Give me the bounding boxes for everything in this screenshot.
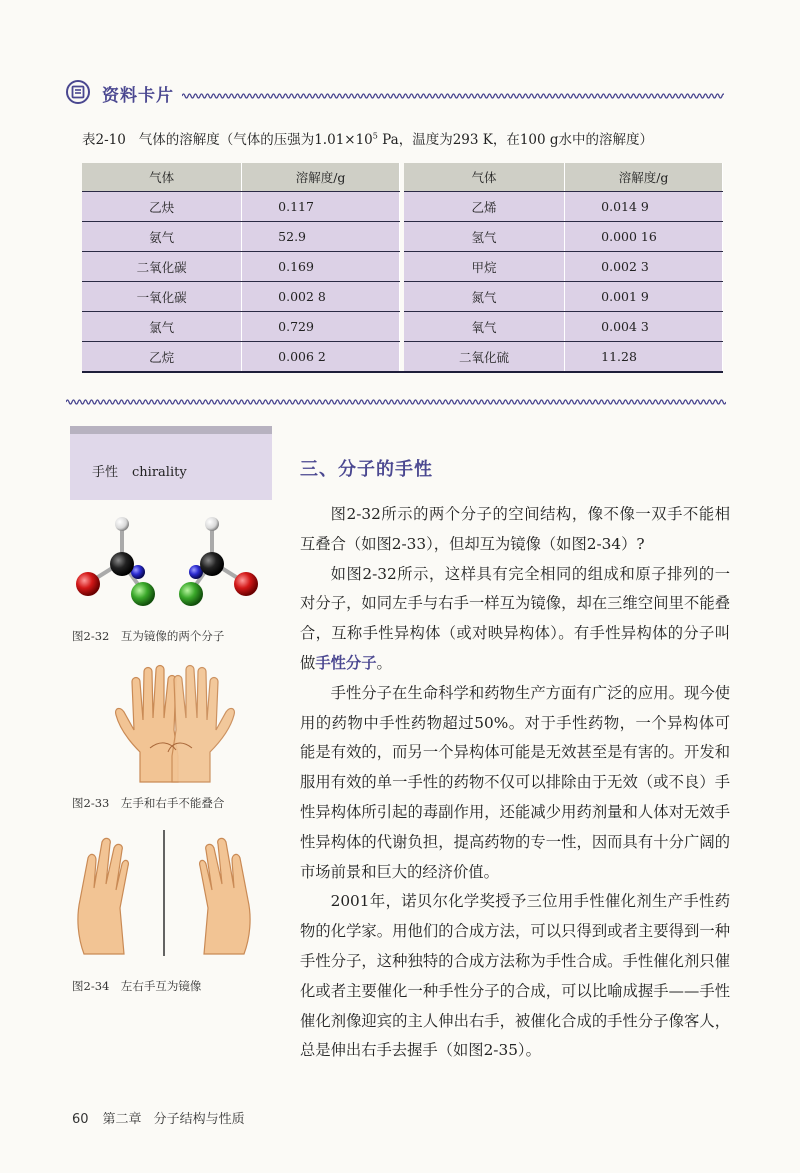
gas-name: 氢气 xyxy=(404,222,565,252)
solubility-value: 52.9 xyxy=(242,222,400,252)
mirror-molecules-figure xyxy=(70,510,270,620)
gas-name: 乙烯 xyxy=(404,192,565,222)
figure-caption-2-34: 图2-34 左右手互为镜像 xyxy=(72,979,202,993)
solubility-value: 0.002 3 xyxy=(565,252,723,282)
gas-name: 甲烷 xyxy=(404,252,565,282)
right-molecule xyxy=(179,517,258,606)
solubility-value: 11.28 xyxy=(565,342,723,373)
page-footer xyxy=(72,1108,245,1127)
solubility-value: 0.117 xyxy=(242,192,400,222)
solubility-value: 0.000 16 xyxy=(565,222,723,252)
book-icon xyxy=(66,80,90,104)
term-chinese: 手性 xyxy=(92,465,119,480)
solubility-value: 0.169 xyxy=(242,252,400,282)
section-title: 三、分子的手性 xyxy=(300,459,433,480)
mirror-hands-figure xyxy=(74,828,254,958)
table-row xyxy=(82,222,723,252)
gas-name: 一氧化碳 xyxy=(82,282,242,312)
paragraph: 手性分子在生命科学和药物生产方面有广泛的应用。现今使用的药物中手性药物超过50%。对于手性药物，一个异构体可能是有效的，而另一个异构体可能是无效甚至是有害的。开发和服用有效的单一手性的药物不仅可以排除由于无效（或不良）手性异构体所引起的毒副作用，还能减少用药剂量和人体对无效手性异构体的代谢负担，提高药物的专一性，因而具有十分广阔的市场前景和巨大的经济价值。 xyxy=(300,683,730,881)
table-row xyxy=(82,342,723,373)
side-term-box xyxy=(70,426,272,500)
page-number: 60 xyxy=(72,1112,89,1127)
gas-name: 氨气 xyxy=(82,222,242,252)
gas-name: 乙炔 xyxy=(82,192,242,222)
gas-name: 氯气 xyxy=(82,312,242,342)
key-term: 手性分子 xyxy=(315,653,377,672)
gas-name: 氧气 xyxy=(404,312,565,342)
term-english: chirality xyxy=(132,465,187,480)
chapter-title: 分子结构与性质 xyxy=(153,1112,245,1127)
header-solubility: 溶解度/g xyxy=(242,163,400,192)
section-body xyxy=(300,500,730,1066)
table-row xyxy=(82,252,723,282)
header-gas: 气体 xyxy=(404,163,565,192)
gas-name: 乙烷 xyxy=(82,342,242,373)
solubility-value: 0.014 9 xyxy=(565,192,723,222)
table-row xyxy=(82,192,723,222)
solubility-value: 0.729 xyxy=(242,312,400,342)
overlapping-hands-figure xyxy=(110,660,240,785)
table-header-row xyxy=(82,163,723,192)
table-number: 表2-10 xyxy=(82,132,126,148)
table-caption-suffix: Pa，温度为293 K，在100 g水中的溶解度） xyxy=(377,132,654,148)
gas-name: 二氧化碳 xyxy=(82,252,242,282)
paragraph: 2001年，诺贝尔化学奖授予三位用手性催化剂生产手性药物的化学家。用他们的合成方法，可以只得到或者主要得到一种手性分子，这种独特的合成方法称为手性合成。手性催化剂只催化或者主要催化一种手性分子的合成，可以比喻成握手——手性催化剂像迎宾的主人伸出右手，被催化合成的手性分子像客人，总是伸出右手去握手（如图2-35）。 xyxy=(300,892,730,1060)
header-gas: 气体 xyxy=(82,163,242,192)
figure-caption-2-33: 图2-33 左手和右手不能叠合 xyxy=(72,796,225,810)
paragraph: 图2-32所示的两个分子的空间结构，像不像一双手不能相互叠合（如图2-33），但却互为镜像（如图2-34）? xyxy=(300,505,730,553)
figure-caption-2-32: 图2-32 互为镜像的两个分子 xyxy=(72,629,225,643)
wave-divider-bottom xyxy=(66,398,726,406)
header-solubility: 溶解度/g xyxy=(565,163,723,192)
wave-divider-top xyxy=(182,92,724,100)
side-term xyxy=(92,461,187,480)
left-molecule xyxy=(76,517,155,606)
chapter-number: 第二章 xyxy=(102,1112,142,1127)
paragraph: 如图2-32所示，这样具有完全相同的组成和原子排列的一对分子，如同左手与右手一样互为镜像，却在三维空间里不能叠合，互称手性异构体（或对映异构体）。有手性异构体的分子叫做手性分子。 xyxy=(300,564,730,672)
table-caption xyxy=(82,128,653,148)
caption-superscript: 5 xyxy=(372,131,378,141)
table-row xyxy=(82,312,723,342)
solubility-value: 0.001 9 xyxy=(565,282,723,312)
gas-name: 氮气 xyxy=(404,282,565,312)
solubility-table xyxy=(82,163,723,373)
table-caption-text: 气体的溶解度（气体的压强为1.01×10 xyxy=(138,132,373,148)
gas-name: 二氧化硫 xyxy=(404,342,565,373)
solubility-value: 0.006 2 xyxy=(242,342,400,373)
table-row xyxy=(82,282,723,312)
solubility-value: 0.002 8 xyxy=(242,282,400,312)
solubility-value: 0.004 3 xyxy=(565,312,723,342)
info-card-title: 资料卡片 xyxy=(102,86,174,106)
